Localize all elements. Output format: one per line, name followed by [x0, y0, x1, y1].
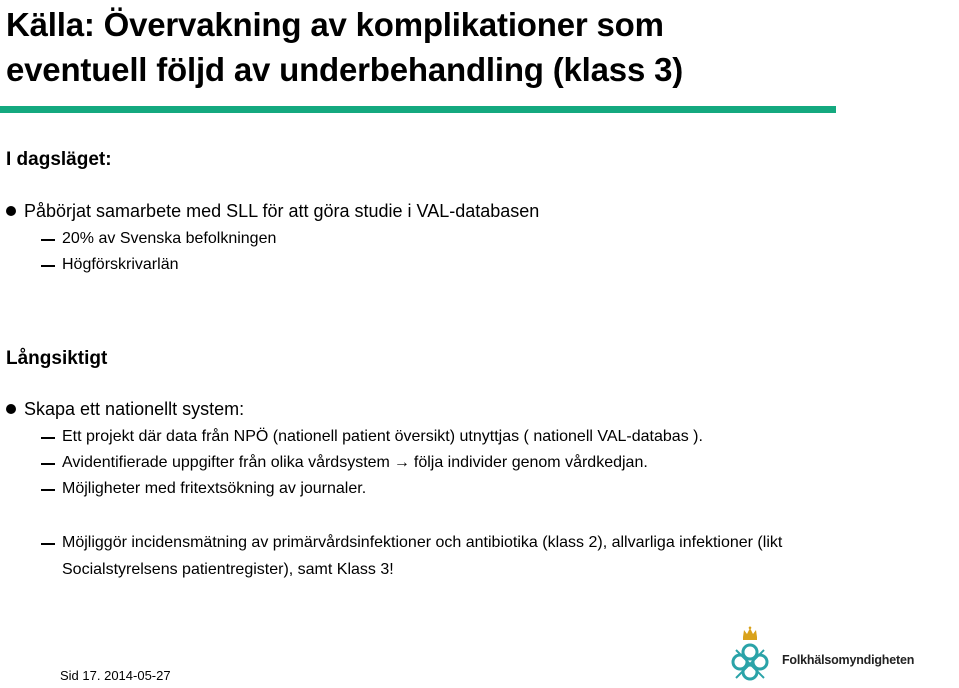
dash-icon	[41, 437, 55, 439]
bullet-dot-icon	[6, 206, 16, 216]
sub-item-today-2: Högförskrivarlän	[42, 254, 178, 276]
dash-icon	[41, 265, 55, 267]
title-divider	[0, 106, 836, 113]
sub-item-incidence-continued: Socialstyrelsens patientregister), samt Klass 3!	[62, 561, 394, 578]
section-heading-longterm: Långsiktigt	[6, 348, 108, 369]
crown-icon	[743, 627, 757, 641]
sub-item-longterm-3: Möjligheter med fritextsökning av journaler.	[42, 478, 366, 500]
bullet-longterm	[6, 397, 244, 421]
bullet-dot-icon	[6, 404, 16, 414]
sub-item-longterm-1: Ett projekt där data från NPÖ (nationell patient översikt) utnyttjas ( nationell VAL-databas ).	[42, 426, 703, 448]
sub-item-longterm-2: Avidentifierade uppgifter från olika vårdsystem → följa individer genom vårdkedjan.	[42, 452, 648, 474]
dash-icon	[41, 543, 55, 545]
dash-icon	[41, 463, 55, 465]
sub-item-incidence: Möjliggör incidensmätning av primärvårdsinfektioner och antibiotika (klass 2), allvarliga infektioner (likt	[42, 532, 782, 554]
bullet-longterm-text: Skapa ett nationellt system:	[24, 399, 245, 419]
bullet-today	[6, 199, 539, 223]
slide-footer: Sid 17. 2014-05-27	[60, 668, 171, 683]
page-title	[6, 2, 956, 92]
knot-icon	[733, 645, 767, 679]
arrow-right-icon: →	[393, 454, 410, 471]
dash-icon	[41, 239, 55, 241]
title-line-2: eventuell följd av underbehandling (klass 3)	[6, 51, 684, 88]
sub-item-today-1: 20% av Svenska befolkningen	[42, 228, 276, 250]
dash-icon	[41, 489, 55, 491]
bullet-today-text: Påbörjat samarbete med SLL för att göra studie i VAL-databasen	[24, 201, 540, 221]
title-line-1: Källa: Övervakning av komplikationer som	[6, 6, 664, 43]
section-heading-today: I dagsläget:	[6, 149, 112, 170]
logo-name: Folkhälsomyndigheten	[782, 653, 915, 667]
